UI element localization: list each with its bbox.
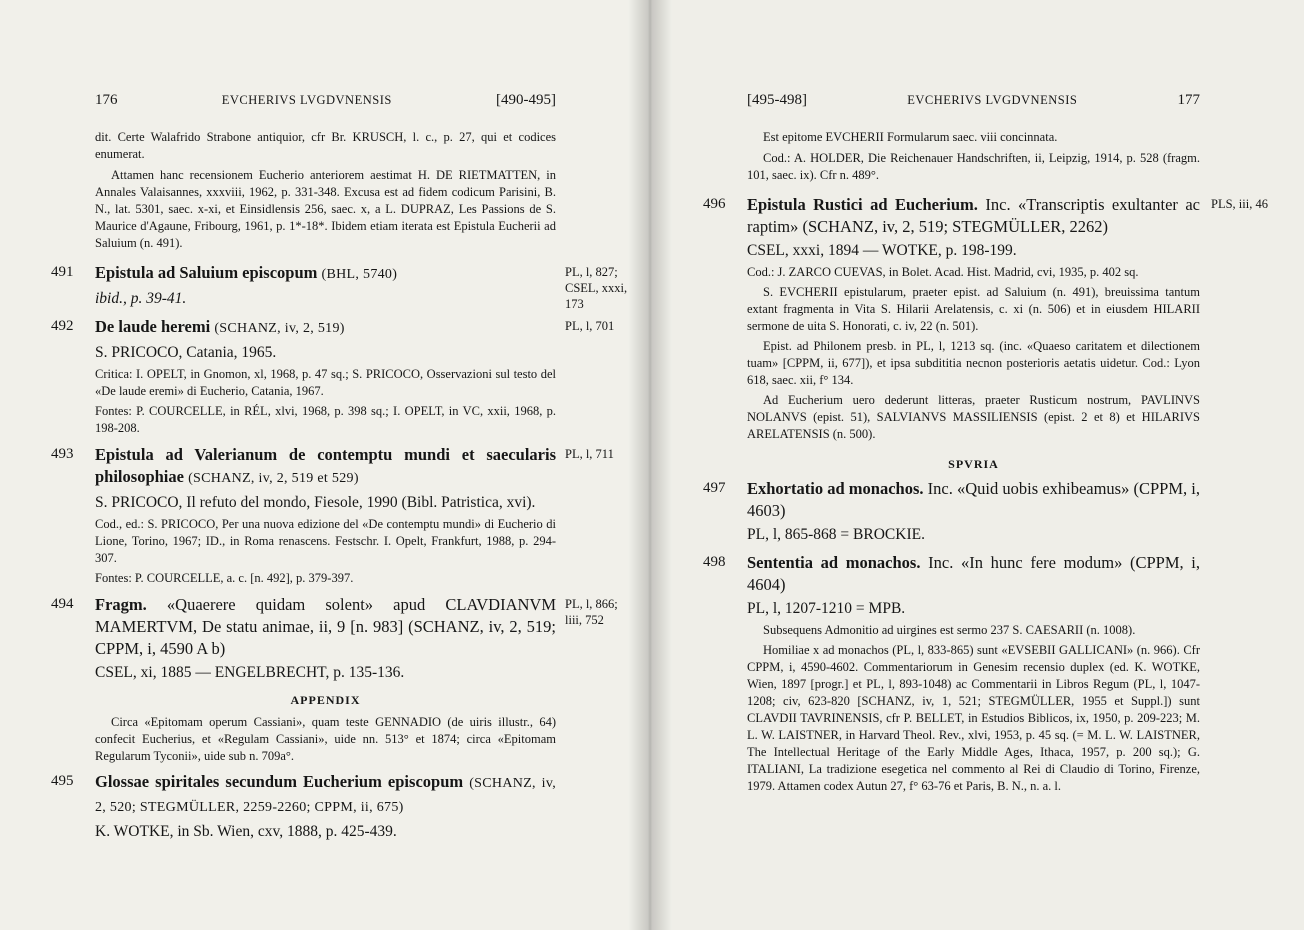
entry-491 (51, 262, 628, 311)
entry-title: Epistula ad Saluium episcopum (BHL, 5740) (95, 263, 398, 282)
entry-title: Sententia ad monachos. Inc. «In hunc fere modum» (CPPM, i, 4604) (747, 553, 1200, 594)
appendix-heading: APPENDIX (290, 693, 361, 707)
entry-note: Cod., ed.: S. PRICOCO, Per una nuova edizione del «De contemptu mundi» di Eucherio di Lione, Torino, 1967; ID., in Roma renascens. Festschr. I. Opelt, Frankfurt, 1988, p. 294-307. (95, 517, 556, 565)
left-running-header (95, 92, 556, 109)
entry-note: Fontes: P. COURCELLE, a. c. [n. 492], p. 379-397. (95, 571, 354, 585)
entry-title: Exhortatio ad monachos. Inc. «Quid uobis exhibeamus» (CPPM, i, 4603) (747, 479, 1201, 520)
entry-edition: S. PRICOCO, Il refuto del mondo, Fiesole, 1990 (Bibl. Patristica, xvi). (95, 494, 536, 511)
entry-number: 497 (703, 480, 726, 496)
entry-edition: K. WOTKE, in Sb. Wien, cxv, 1888, p. 425-439. (95, 823, 397, 840)
left-page (0, 0, 650, 930)
left-column (51, 129, 628, 849)
entry-edition: PL, l, 865-868 = BROCKIE. (747, 526, 925, 543)
entry-number: 496 (703, 196, 726, 212)
entry-number: 493 (51, 446, 74, 462)
entry-reference: PL, l, 711 (565, 447, 614, 461)
book-gutter-shadow (628, 0, 672, 930)
entry-note: Critica: I. OPELT, in Gnomon, xl, 1968, p. 47 sq.; S. PRICOCO, Osservazioni sul testo del «De laude eremi» di Eucherio, Catania, 1967. (95, 367, 556, 398)
spuria-heading: SPVRIA (948, 457, 999, 471)
right-running-title: EVCHERIVS LVGDVNENSIS (907, 93, 1078, 107)
entry-note: Cod.: J. ZARCO CUEVAS, in Bolet. Acad. Hist. Madrid, cvi, 1935, p. 402 sq. (747, 265, 1139, 279)
entry-note: Ad Eucherium uero dederunt litteras, praeter Rusticum nostrum, PAVLINVS NOLANVS (epist. 51), SALVIANVS MASSILIENSIS (epist. 2 et 8) et HILARIVS ARELATENSIS (n. 500). (747, 393, 1200, 441)
entry-title: Glossae spiritales secundum Eucherium episcopum (SCHANZ, iv, 2, 520; STEGMÜLLER, 2259-2260; CPPM, ii, 675) (95, 772, 557, 815)
entry-edition: CSEL, xi, 1885 — ENGELBRECHT, p. 135-136. (95, 664, 405, 681)
entry-497 (703, 478, 1201, 545)
entry-number: 492 (51, 318, 74, 334)
right-column (703, 129, 1268, 802)
left-intro-2: Attamen hanc recensionem Eucherio anteriorem aestimat H. DE RIETMATTEN, in Annales Valaisannes, xxxviii, 1962, p. 331-348. Excusa est ad fidem codicum Parisini, B. N., lat. 5301, saec. x-xi, et Einsidlensis 256, saec. x, a L. DUPRAZ, Les Passions de S. Maurice d'Agaune, Fribourg, 1961, p. 1*-18*. Ibidem etiam iterata est Epistula Eucherii ad Saluium (n. 491). (95, 168, 556, 250)
entry-title: Epistula Rustici ad Eucherium. Inc. «Transcriptis exultanter ac raptim» (SCHANZ, iv, 2, 519; STEGMÜLLER, 2262) (747, 195, 1200, 236)
right-page-number: 177 (1177, 92, 1200, 108)
entry-498 (703, 552, 1200, 795)
entry-note: Subsequens Admonitio ad uirgines est sermo 237 S. CAESARII (n. 1008). (763, 623, 1136, 637)
entry-number: 495 (51, 773, 74, 789)
entry-reference: PL, l, 866; liii, 752 (565, 597, 618, 627)
entry-title: Fragm. «Quaerere quidam solent» apud CLAVDIANVM MAMERTVM, De statu animae, ii, 9 [n. 983] (SCHANZ, iv, 2, 519; CPPM, i, 4590 A b) (95, 595, 557, 658)
entry-493 (51, 444, 614, 587)
entry-edition: ibid., p. 39-41. (95, 290, 187, 307)
right-running-header (747, 92, 1200, 109)
left-intro-1: dit. Certe Walafrido Strabone antiquior, cfr Br. KRUSCH, l. c., p. 27, qui et codices enumerat. (95, 130, 556, 161)
entry-496 (703, 194, 1268, 443)
entry-edition: PL, l, 1207-1210 = MPB. (747, 600, 906, 617)
left-running-title: EVCHERIVS LVGDVNENSIS (221, 93, 392, 107)
entry-edition: S. PRICOCO, Catania, 1965. (95, 344, 277, 361)
entry-note: Fontes: P. COURCELLE, in RÉL, xlvi, 1968, p. 398 sq.; I. OPELT, in VC, xxii, 1968, p. 198-208. (95, 404, 556, 435)
entry-title: Epistula ad Valerianum de contemptu mundi et saecularis philosophiae (SCHANZ, iv, 2, 519 et 529) (95, 445, 556, 486)
left-range: [490-495] (496, 92, 556, 108)
entry-reference: PLS, iii, 46 (1211, 197, 1268, 211)
entry-494 (51, 594, 618, 683)
left-page-number: 176 (95, 92, 118, 108)
entry-note: S. EVCHERII epistularum, praeter epist. ad Saluium (n. 491), breuissima tantum extant fragmenta in Vita S. Hilarii Arelatensis, c. xi (n. 506) et in eiusdem HILARII sermone de uita S. Honorati, c. iv, 22 (n. 501). (747, 285, 1200, 333)
right-range: [495-498] (747, 92, 807, 108)
entry-edition: CSEL, xxxi, 1894 — WOTKE, p. 198-199. (747, 242, 1017, 259)
appendix-text: Circa «Epitomam operum Cassiani», quam teste GENNADIO (de uiris illustr., 64) confecit Eucherius, et «Regulam Cassiani», uide nn. 513° et 1874; circa «Epitomam Regularum Tyconii», uide sub n. 709a°. (95, 715, 556, 763)
entry-number: 494 (51, 596, 74, 612)
entry-495 (51, 771, 557, 842)
entry-492 (51, 316, 615, 437)
entry-note: Epist. ad Philonem presb. in PL, l, 1213 sq. (inc. «Quaeso caritatem et dilectionem tuam» [CPPM, ii, 677]), et ipsa subdititia necnon posterioris aetatis uidetur. Cod.: Lyon 618, saec. xii, f° 134. (747, 339, 1200, 387)
entry-number: 491 (51, 264, 74, 280)
right-intro-1: Est epitome EVCHERII Formularum saec. viii concinnata. (763, 130, 1058, 144)
entry-title: De laude heremi (SCHANZ, iv, 2, 519) (95, 317, 345, 336)
right-page (650, 0, 1304, 930)
entry-reference: PL, l, 701 (565, 319, 615, 333)
entry-number: 498 (703, 554, 726, 570)
entry-note: Homiliae x ad monachos (PL, l, 833-865) sunt «EVSEBII GALLICANI» (n. 966). Cfr CPPM, i, 4590-4602. Commentariorum in Genesim recensio duplex (ed. K. WOTKE, Wien, 1897 [progr.] et PL, l, 893-1048) ac Commentarii in Libros Regum (PL, l, 1047-1208; civ, 623-820 [SCHANZ, iv, 1, 521; STEGMÜLLER, 1955 et Suppl.]) sunt CLAVDII TAVRINENSIS, cfr P. BELLET, in Estudios Biblicos, ix, 1950, p. 209-223; M. L. W. LAISTNER, in Harvard Theol. Rev., xlvi, 1953, p. 45 sq. (= M. L. W. LAISTNER, The Intellectual Heritage of the Early Middle Ages, Ithaca, 1957, p. 200 sq.); G. ITALIANI, La tradizione esegetica nel commento al Rei di Claudio di Torino, Firenze, 1979. Attamen codex Autun 27, f° 63-76 et Paris, B. N., n. a. l. (747, 643, 1200, 793)
right-intro-2: Cod.: A. HOLDER, Die Reichenauer Handschriften, ii, Leipzig, 1914, p. 528 (fragm. 101, saec. ix). Cfr n. 489°. (747, 151, 1200, 182)
entry-reference: PL, l, 827; CSEL, xxxi, 173 (565, 265, 628, 311)
